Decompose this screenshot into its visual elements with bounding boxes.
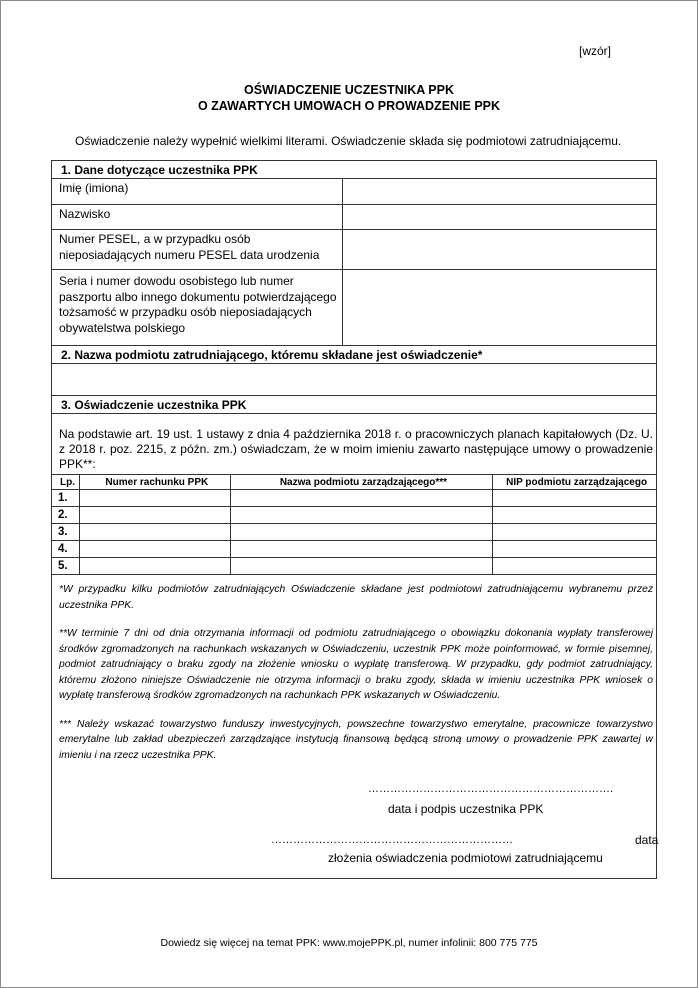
- field-input-id-document[interactable]: [342, 269, 657, 346]
- title-line-1: OŚWIADCZENIE UCZESTNIKA PPK: [244, 83, 454, 97]
- date-label: złożenia oświadczenia podmiotowi zatrudniającemu: [328, 851, 603, 865]
- intro-instruction: Oświadczenie należy wypełnić wielkimi literami. Oświadczenie składa się podmiotowi zatrudniającemu.: [75, 134, 622, 148]
- manager-name-cell[interactable]: [230, 490, 493, 507]
- date-dots-line[interactable]: …………………………………………………………: [271, 834, 513, 846]
- field-label-id-document: Seria i numer dowodu osobistego lub numer paszportu albo innego dokumentu potwierdzającego tożsamość w przypadku osób nieposiadających obywatelstwa polskiego: [51, 269, 343, 346]
- row-number: 3.: [52, 524, 80, 541]
- account-number-cell[interactable]: [79, 507, 230, 524]
- table-header-row: [52, 475, 657, 490]
- account-number-cell[interactable]: [79, 490, 230, 507]
- table-row: [52, 524, 657, 541]
- footer-info: Dowiedz się więcej na temat PPK: www.mojePPK.pl, numer infolinii: 800 775 775: [160, 937, 538, 949]
- row-number: 2.: [52, 507, 80, 524]
- footnote-1: *W przypadku kilku podmiotów zatrudniających Oświadczenie składane jest podmiotowi zatrudniającemu wybranemu przez uczestnika PPK.: [59, 584, 653, 611]
- row-number: 4.: [52, 541, 80, 558]
- footnote-2: **W terminie 7 dni od dnia otrzymania informacji od podmiotu zatrudniającego o obowiązku dokonania wypłaty transferowej środków zgromadzonych na rachunkach wskazanych w Oświadczeniu, uczestnik PPK może poinformować, w formie pisemnej, podmiot zatrudniający o braku zgody na złożenie wniosku o wypłatę transferową. W przypadku, gdy podmiot zatrudniający, któremu złożono niniejsze Oświadczenie nie otrzyma informacji o braku zgody, składa w imieniu uczestnika PPK wniosek o wypłatę transferową środków zgromadzonych na rachunkach PPK wskazanych w Oświadczeniu.: [59, 628, 653, 701]
- field-input-first-name[interactable]: [342, 178, 657, 205]
- nip-cell[interactable]: [493, 507, 657, 524]
- manager-name-cell[interactable]: [230, 507, 493, 524]
- nip-cell[interactable]: [493, 524, 657, 541]
- col-header-manager: Nazwa podmiotu zarządzającego***: [230, 475, 493, 490]
- footnote-3: *** Należy wskazać towarzystwo funduszy inwestycyjnych, powszechne towarzystwo emerytalne, pracownicze towarzystwo emerytalne lub zakład ubezpieczeń zarządzające instytucją finansową będącą stroną umowy o prowadzenie PPK zawartej w imieniu i na rzecz uczestnika PPK.: [59, 718, 653, 761]
- signature-label: data i podpis uczestnika PPK: [388, 802, 544, 816]
- manager-name-cell[interactable]: [230, 524, 493, 541]
- table-row: [52, 541, 657, 558]
- section2-heading: 2. Nazwa podmiotu zatrudniającego, któremu składane jest oświadczenie*: [51, 345, 657, 364]
- footnotes: [59, 582, 653, 776]
- field-input-pesel[interactable]: [342, 229, 657, 270]
- field-label-pesel: Numer PESEL, a w przypadku osób nieposiadających numeru PESEL data urodzenia: [51, 229, 343, 270]
- date-word: data: [635, 833, 659, 847]
- document-title: [0, 82, 698, 114]
- col-header-nip: NIP podmiotu zarządzającego: [493, 475, 657, 490]
- employer-name-input[interactable]: [51, 363, 657, 396]
- section3-heading: 3. Oświadczenie uczestnika PPK: [51, 395, 657, 414]
- signature-dots-line[interactable]: ………………………………………………………….: [368, 783, 614, 795]
- nip-cell[interactable]: [493, 490, 657, 507]
- field-input-last-name[interactable]: [342, 204, 657, 230]
- col-header-account: Numer rachunku PPK: [79, 475, 230, 490]
- section3-declaration: Na podstawie art. 19 ust. 1 ustawy z dnia 4 października 2018 r. o pracowniczych planach kapitałowych (Dz. U. z 2018 r. poz. 2215, z późn. zm.) oświadczam, że w moim imieniu zawarto następujące umowy o prowadzenie PPK**:: [59, 427, 653, 471]
- section1-heading: 1. Dane dotyczące uczestnika PPK: [51, 160, 657, 179]
- ppk-accounts-table: [51, 474, 657, 575]
- field-label-last-name: Nazwisko: [51, 204, 343, 230]
- template-mark: [wzór]: [579, 44, 612, 58]
- table-row: [52, 507, 657, 524]
- account-number-cell[interactable]: [79, 541, 230, 558]
- row-number: 1.: [52, 490, 80, 507]
- title-line-2: O ZAWARTYCH UMOWACH O PROWADZENIE PPK: [197, 99, 501, 113]
- row-number: 5.: [52, 558, 80, 575]
- field-label-first-name: Imię (imiona): [51, 178, 343, 205]
- nip-cell[interactable]: [493, 541, 657, 558]
- manager-name-cell[interactable]: [230, 541, 493, 558]
- account-number-cell[interactable]: [79, 524, 230, 541]
- col-header-lp: Lp.: [52, 475, 80, 490]
- table-row: [52, 490, 657, 507]
